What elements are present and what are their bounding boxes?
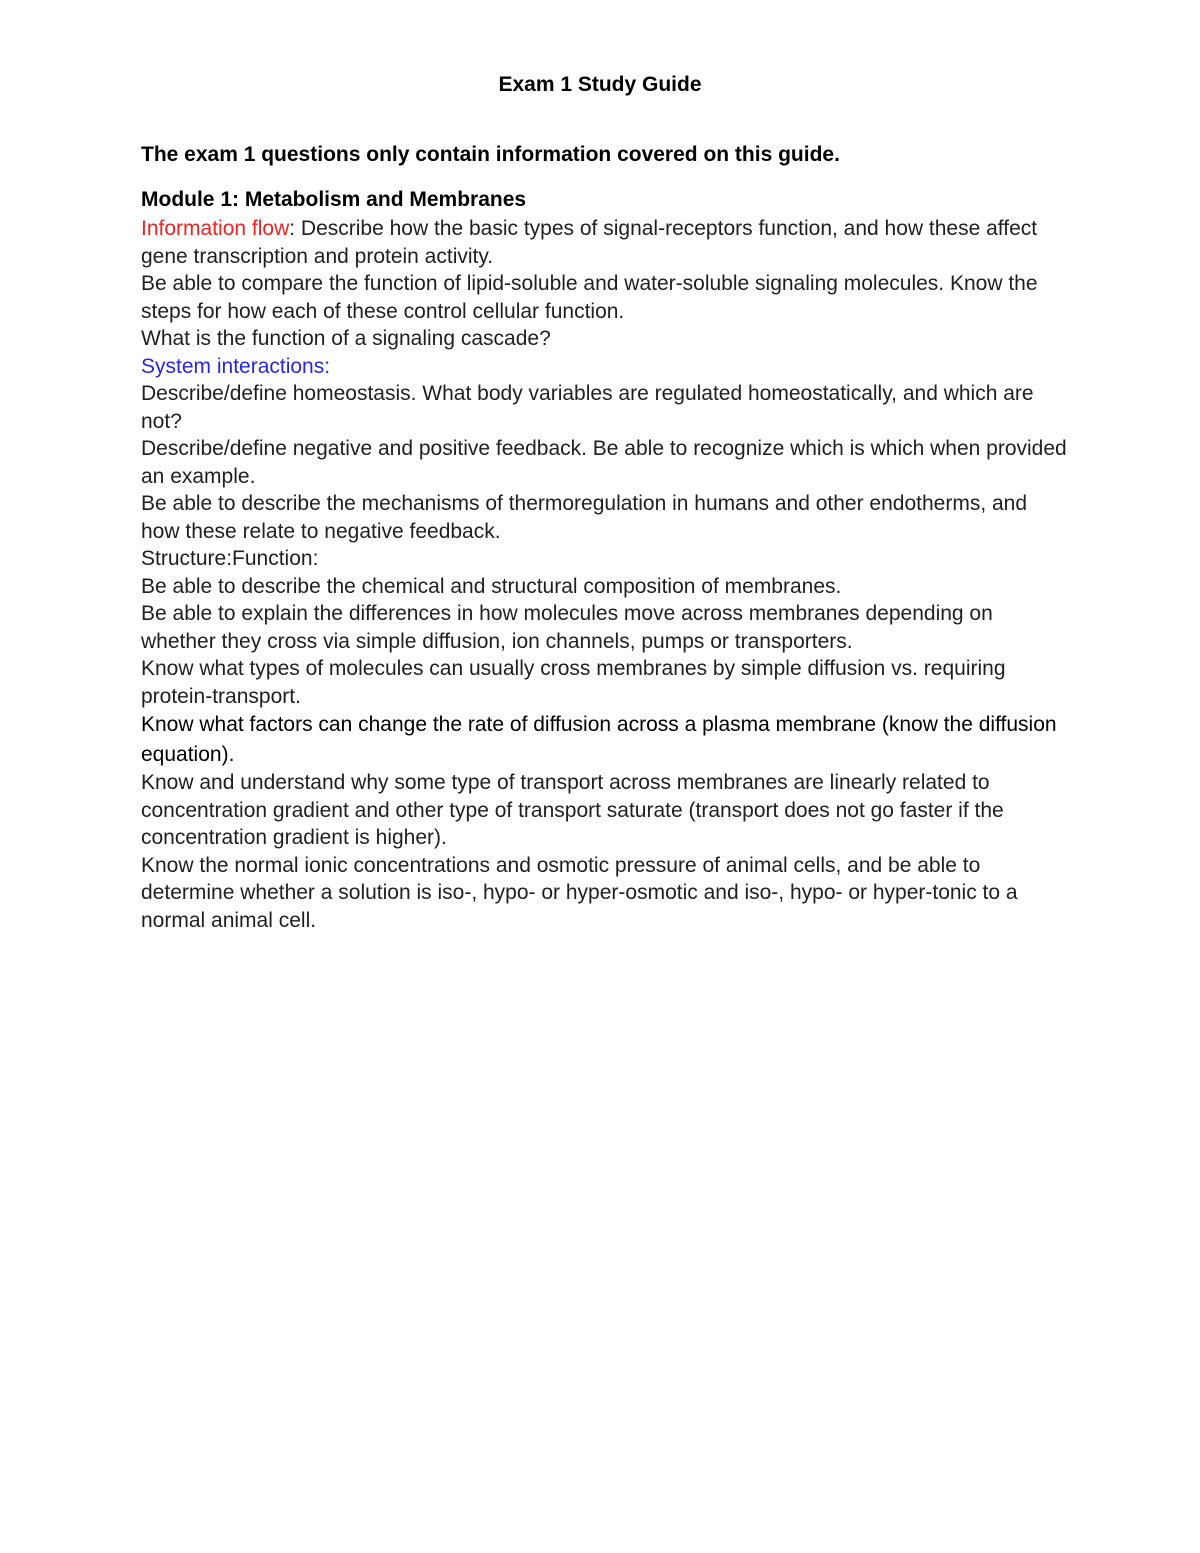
study-item: Describe/define negative and positive feedback. Be able to recognize which is which when provided an example. xyxy=(141,437,1067,488)
study-item: Know what factors can change the rate of diffusion across a plasma membrane (know the diffusion equation). xyxy=(141,713,1057,766)
study-item: Know and understand why some type of transport across membranes are linearly related to concentration gradient and other type of transport saturate (transport does not go faster if the concentration gradient is higher). xyxy=(141,771,1004,849)
study-item: Describe/define homeostasis. What body variables are regulated homeostatically, and which are not? xyxy=(141,382,1034,433)
study-item: Be able to describe the chemical and structural composition of membranes. xyxy=(141,574,842,598)
document-body xyxy=(141,70,1071,934)
study-item: Know the normal ionic concentrations and osmotic pressure of animal cells, and be able to determine whether a solution is iso-, hypo- or hyper-osmotic and iso-, hypo- or hyper-tonic to a normal animal cell. xyxy=(141,853,1018,932)
information-flow-paragraph xyxy=(141,215,1071,270)
intro-statement: The exam 1 questions only contain information covered on this guide. xyxy=(141,143,840,166)
module-heading: Module 1: Metabolism and Membranes xyxy=(141,188,527,211)
study-item: Be able to compare the function of lipid-soluble and water-soluble signaling molecules. Know the steps for how each of these control cellular function. xyxy=(141,272,1038,323)
structure-function-heading: Structure:Function: xyxy=(141,547,319,570)
information-flow-label: Information flow xyxy=(141,217,290,240)
information-flow-text: : Describe how the basic types of signal-receptors function, and how these affect gene transcription and protein activity. xyxy=(141,217,1038,268)
study-item: Be able to describe the mechanisms of thermoregulation in humans and other endotherms, and how these relate to negative feedback. xyxy=(141,492,1028,543)
system-interactions-heading xyxy=(141,353,1071,381)
study-item: Be able to explain the differences in how molecules move across membranes depending on whether they cross via simple diffusion, ion channels, pumps or transporters. xyxy=(141,602,993,653)
system-interactions-label: System interactions xyxy=(141,354,325,378)
study-item: Know what types of molecules can usually cross membranes by simple diffusion vs. requiring protein-transport. xyxy=(141,657,1006,708)
document-title: Exam 1 Study Guide xyxy=(498,73,702,96)
system-interactions-colon: : xyxy=(324,354,331,378)
study-item: What is the function of a signaling cascade? xyxy=(141,327,551,350)
